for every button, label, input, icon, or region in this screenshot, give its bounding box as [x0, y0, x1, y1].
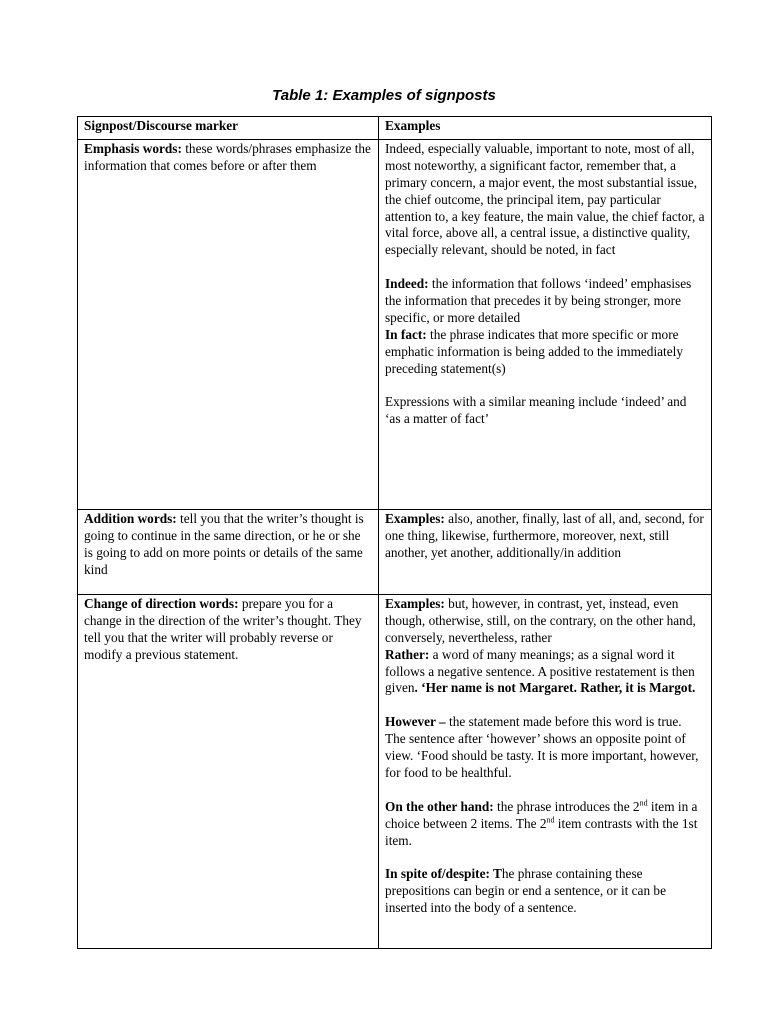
otherhand-text-3: item contrasts with the 1st item. — [385, 815, 698, 848]
table-title: Table 1: Examples of signposts — [272, 87, 496, 104]
infact-term: In fact: — [385, 326, 427, 342]
table-header-row — [78, 117, 712, 140]
otherhand-text-1: the phrase introduces the 2 — [493, 798, 640, 814]
table-row-change-direction — [78, 594, 712, 948]
otherhand-sup-2: nd — [546, 815, 555, 825]
table-row-addition — [78, 509, 712, 594]
emphasis-examples-cell — [379, 139, 712, 509]
despite-term: In spite of/despite: T — [385, 866, 502, 882]
change-term: Change of direction words: — [84, 595, 239, 611]
indeed-text: the information that follows ‘indeed’ emphasises the information that precedes it by being stronger, more specific, or more detailed — [385, 276, 692, 325]
signposts-table — [77, 116, 712, 949]
addition-description-cell — [78, 509, 379, 594]
addition-examples-cell — [379, 509, 712, 594]
emphasis-list: Indeed, especially valuable, important to note, most of all, most noteworthy, a significant factor, remember that, a primary concern, a major event, the most substantial issue, the chief outcome, the principal item, pay particular attention to, a key feature, the main value, the chief factor, a vital force, above all, a central issue, a distinctive quality, especially relevant, should be noted, in fact — [385, 140, 705, 258]
header-examples: Examples — [379, 117, 712, 140]
change-examples-term: Examples: — [385, 595, 445, 611]
header-signpost: Signpost/Discourse marker — [78, 117, 379, 140]
emphasis-description-cell — [78, 139, 379, 509]
emphasis-description: these words/phrases emphasize the information that comes before or after them — [84, 140, 371, 173]
addition-term: Addition words: — [84, 510, 177, 526]
rather-text: a word of many meanings; as a signal word it follows a negative sentence. A positive restatement is then given — [385, 646, 695, 696]
despite-text: he phrase containing these prepositions can begin or end a sentence, or it can be inserted into the body of a sentence. — [385, 866, 666, 916]
otherhand-text-2: item in a choice between 2 items. The 2 — [385, 798, 698, 831]
emphasis-term: Emphasis words: — [84, 140, 182, 156]
otherhand-term: On the other hand: — [385, 798, 494, 814]
infact-text: the phrase indicates that more specific or more emphatic information is being added to the immediately preceding statement(s) — [385, 326, 683, 376]
rather-example: . ‘Her name is not Margaret. Rather, it is Margot. — [414, 680, 696, 696]
change-description-cell — [78, 594, 379, 948]
rather-term: Rather: — [385, 646, 430, 662]
however-text: the statement made before this word is true. The sentence after ‘however’ shows an opposite point of view. ‘Food should be tasty. It is more important, however, for food to be healthful. — [385, 714, 699, 780]
similar-expressions: Expressions with a similar meaning include ‘indeed’ and ‘as a matter of fact’ — [385, 394, 687, 427]
table-row-emphasis — [78, 139, 712, 509]
otherhand-sup-1: nd — [639, 798, 648, 808]
addition-examples-text: also, another, finally, last of all, and, second, for one thing, likewise, furthermore, moreover, next, still another, yet another, additionally/in addition — [385, 510, 704, 560]
change-description: prepare you for a change in the direction of the writer’s thought. They tell you that the writer will probably reverse or modify a previous statement. — [84, 595, 362, 662]
change-examples-text: but, however, in contrast, yet, instead, even though, otherwise, still, on the contrary, on the other hand, conversely, nevertheless, rather — [385, 595, 696, 645]
however-term: However – — [385, 714, 446, 730]
change-examples-cell — [379, 594, 712, 948]
addition-description: tell you that the writer’s thought is going to continue in the same direction, or he or she is going to add on more points or details of the same kind — [84, 510, 364, 577]
addition-examples-term: Examples: — [385, 510, 445, 526]
indeed-term: Indeed: — [385, 276, 429, 292]
